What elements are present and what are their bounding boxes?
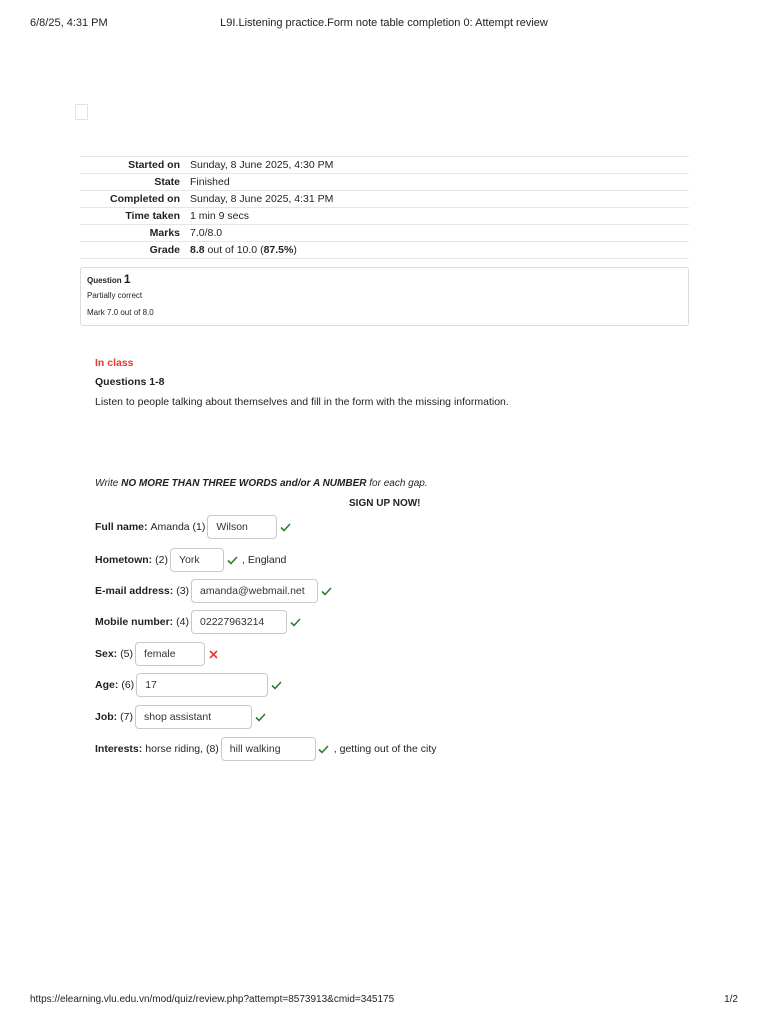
field-suffix: , England: [242, 554, 287, 566]
field-label: Interests:: [95, 743, 143, 755]
field-prefix: (2): [155, 554, 169, 566]
form-row-sex: [95, 641, 223, 667]
table-row: [80, 242, 689, 259]
field-prefix: horse riding, (8): [145, 743, 219, 755]
form-row-age: [95, 672, 286, 698]
summary-value: Sunday, 8 June 2025, 4:31 PM: [190, 191, 689, 208]
check-icon: [318, 743, 330, 755]
grade-score: 8.8: [190, 244, 205, 256]
question-number-value: 1: [123, 272, 131, 286]
question-info-box: [80, 267, 689, 326]
document-icon: [75, 104, 88, 120]
check-icon: [270, 679, 282, 691]
print-footer: [30, 994, 738, 1008]
form-row-interests: [95, 736, 437, 762]
question-mark: Mark 7.0 out of 8.0: [87, 308, 154, 317]
field-prefix: (3): [176, 585, 190, 597]
field-prefix: (6): [121, 679, 135, 691]
answer-input-8[interactable]: hill walking: [221, 737, 316, 761]
summary-label: Completed on: [80, 191, 190, 208]
answer-input-4[interactable]: 02227963214: [191, 610, 287, 634]
summary-label: Marks: [80, 225, 190, 242]
field-prefix: (4): [176, 616, 190, 628]
form-title: SIGN UP NOW!: [349, 498, 421, 509]
grade-value: [190, 242, 689, 259]
answer-input-3[interactable]: amanda@webmail.net: [191, 579, 318, 603]
form-row-email: [95, 578, 336, 604]
question-number: [87, 272, 131, 286]
table-row: [80, 225, 689, 242]
form-row-job: [95, 704, 270, 730]
summary-value: Sunday, 8 June 2025, 4:30 PM: [190, 157, 689, 174]
summary-label: Grade: [80, 242, 190, 259]
table-row: [80, 174, 689, 191]
check-icon: [254, 711, 266, 723]
check-icon: [320, 585, 332, 597]
field-label: Job:: [95, 711, 118, 723]
cross-icon: [207, 648, 219, 660]
table-row: [80, 191, 689, 208]
summary-label: State: [80, 174, 190, 191]
attempt-summary-table: [80, 156, 689, 259]
section-heading: In class: [95, 357, 134, 369]
form-row-full-name: [95, 514, 295, 540]
check-icon: [279, 521, 291, 533]
field-label: Full name:: [95, 521, 148, 533]
questions-range: Questions 1-8: [95, 376, 165, 388]
field-label: Age:: [95, 679, 119, 691]
field-prefix: (7): [120, 711, 134, 723]
form-row-mobile: [95, 609, 305, 635]
answer-input-6[interactable]: 17: [136, 673, 268, 697]
form-row-hometown: [95, 547, 286, 573]
check-icon: [226, 554, 238, 566]
field-label: Sex:: [95, 648, 118, 660]
field-prefix: Amanda (1): [150, 521, 206, 533]
answer-input-5[interactable]: female: [135, 642, 205, 666]
grade-mid: out of 10.0 (: [204, 244, 264, 256]
question-intro: Listen to people talking about themselves and fill in the form with the missing information.: [95, 396, 509, 408]
summary-value: Finished: [190, 174, 689, 191]
summary-label: Started on: [80, 157, 190, 174]
summary-label: Time taken: [80, 208, 190, 225]
field-suffix: , getting out of the city: [333, 743, 437, 755]
field-prefix: (5): [120, 648, 134, 660]
check-icon: [289, 616, 301, 628]
field-label: Hometown:: [95, 554, 153, 566]
page-number: 1/2: [724, 994, 738, 1005]
answer-input-7[interactable]: shop assistant: [135, 705, 252, 729]
summary-value: 1 min 9 secs: [190, 208, 689, 225]
print-header: [30, 17, 738, 31]
question-prefix: Question: [87, 276, 122, 285]
answer-input-1[interactable]: Wilson: [207, 515, 277, 539]
answer-input-2[interactable]: York: [170, 548, 224, 572]
print-datetime: 6/8/25, 4:31 PM: [30, 17, 108, 29]
summary-value: 7.0/8.0: [190, 225, 689, 242]
instructions-post: for each gap.: [366, 478, 428, 489]
instructions: [95, 478, 428, 489]
table-row: [80, 208, 689, 225]
instructions-pre: Write: [95, 478, 122, 489]
grade-percent: 87.5%: [263, 244, 294, 256]
field-label: E-mail address:: [95, 585, 174, 597]
table-row: [80, 157, 689, 174]
question-state: Partially correct: [87, 291, 143, 300]
print-url: https://elearning.vlu.edu.vn/mod/quiz/review.php?attempt=8573913&cmid=345175: [30, 994, 395, 1005]
grade-end: ): [293, 244, 297, 256]
print-doc-title: L9I.Listening practice.Form note table completion 0: Attempt review: [220, 17, 548, 29]
instructions-bold: NO MORE THAN THREE WORDS and/or A NUMBER: [121, 478, 367, 489]
field-label: Mobile number:: [95, 616, 174, 628]
